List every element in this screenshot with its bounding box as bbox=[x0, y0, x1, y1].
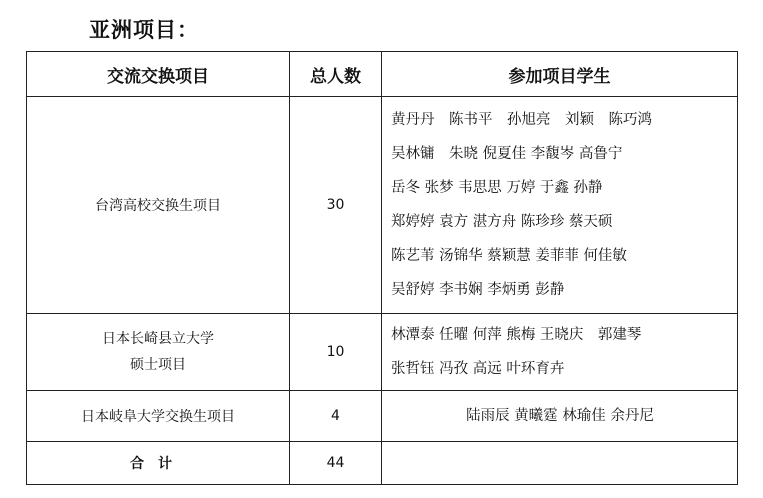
student-line: 陈艺苇 汤锦华 蔡颖慧 姜菲菲 何佳敏 bbox=[391, 248, 627, 264]
student-count: 4 bbox=[290, 391, 382, 442]
table-row bbox=[27, 314, 738, 391]
program-name-line: 日本长崎县立大学 bbox=[102, 331, 214, 347]
student-line: 岳冬 张梦 韦思思 万婷 于鑫 孙静 bbox=[391, 180, 603, 196]
student-line: 陆雨辰 黄曦霆 林瑜佳 余丹尼 bbox=[466, 408, 654, 424]
program-name bbox=[27, 97, 290, 314]
header-program: 交流交换项目 bbox=[27, 52, 290, 97]
student-list bbox=[382, 97, 738, 314]
program-name bbox=[27, 314, 290, 391]
asia-programs-table bbox=[26, 51, 738, 485]
student-line: 郑婷婷 袁方 湛方舟 陈珍珍 蔡天硕 bbox=[391, 214, 613, 230]
table-row bbox=[27, 97, 738, 314]
student-line: 黄丹丹 陈书平 孙旭亮 刘颖 陈巧鸿 bbox=[391, 112, 652, 128]
student-count: 30 bbox=[290, 97, 382, 314]
student-line: 张哲钰 冯孜 高远 叶环育卉 bbox=[391, 361, 565, 377]
student-list bbox=[382, 314, 738, 391]
program-name-line: 日本岐阜大学交换生项目 bbox=[81, 409, 235, 425]
program-name bbox=[27, 391, 290, 442]
total-count: 44 bbox=[290, 442, 382, 485]
section-heading: 亚洲项目： bbox=[89, 18, 199, 42]
total-empty-cell bbox=[382, 442, 738, 485]
table-header-row bbox=[27, 52, 738, 97]
student-line: 吴林镛 朱晓 倪夏佳 李馥岑 高鲁宁 bbox=[391, 146, 623, 162]
total-row bbox=[27, 442, 738, 485]
header-students: 参加项目学生 bbox=[382, 52, 738, 97]
total-label: 合计 bbox=[27, 442, 290, 485]
header-total: 总人数 bbox=[290, 52, 382, 97]
table-row bbox=[27, 391, 738, 442]
program-name-line: 硕士项目 bbox=[130, 357, 186, 373]
student-line: 吴舒婷 李书娴 李炳勇 彭静 bbox=[391, 282, 565, 298]
program-name-line: 台湾高校交换生项目 bbox=[95, 198, 221, 214]
student-count: 10 bbox=[290, 314, 382, 391]
student-line: 林潭泰 任曜 何萍 熊梅 王晓庆 郭建琴 bbox=[391, 327, 642, 343]
student-list bbox=[382, 391, 738, 442]
